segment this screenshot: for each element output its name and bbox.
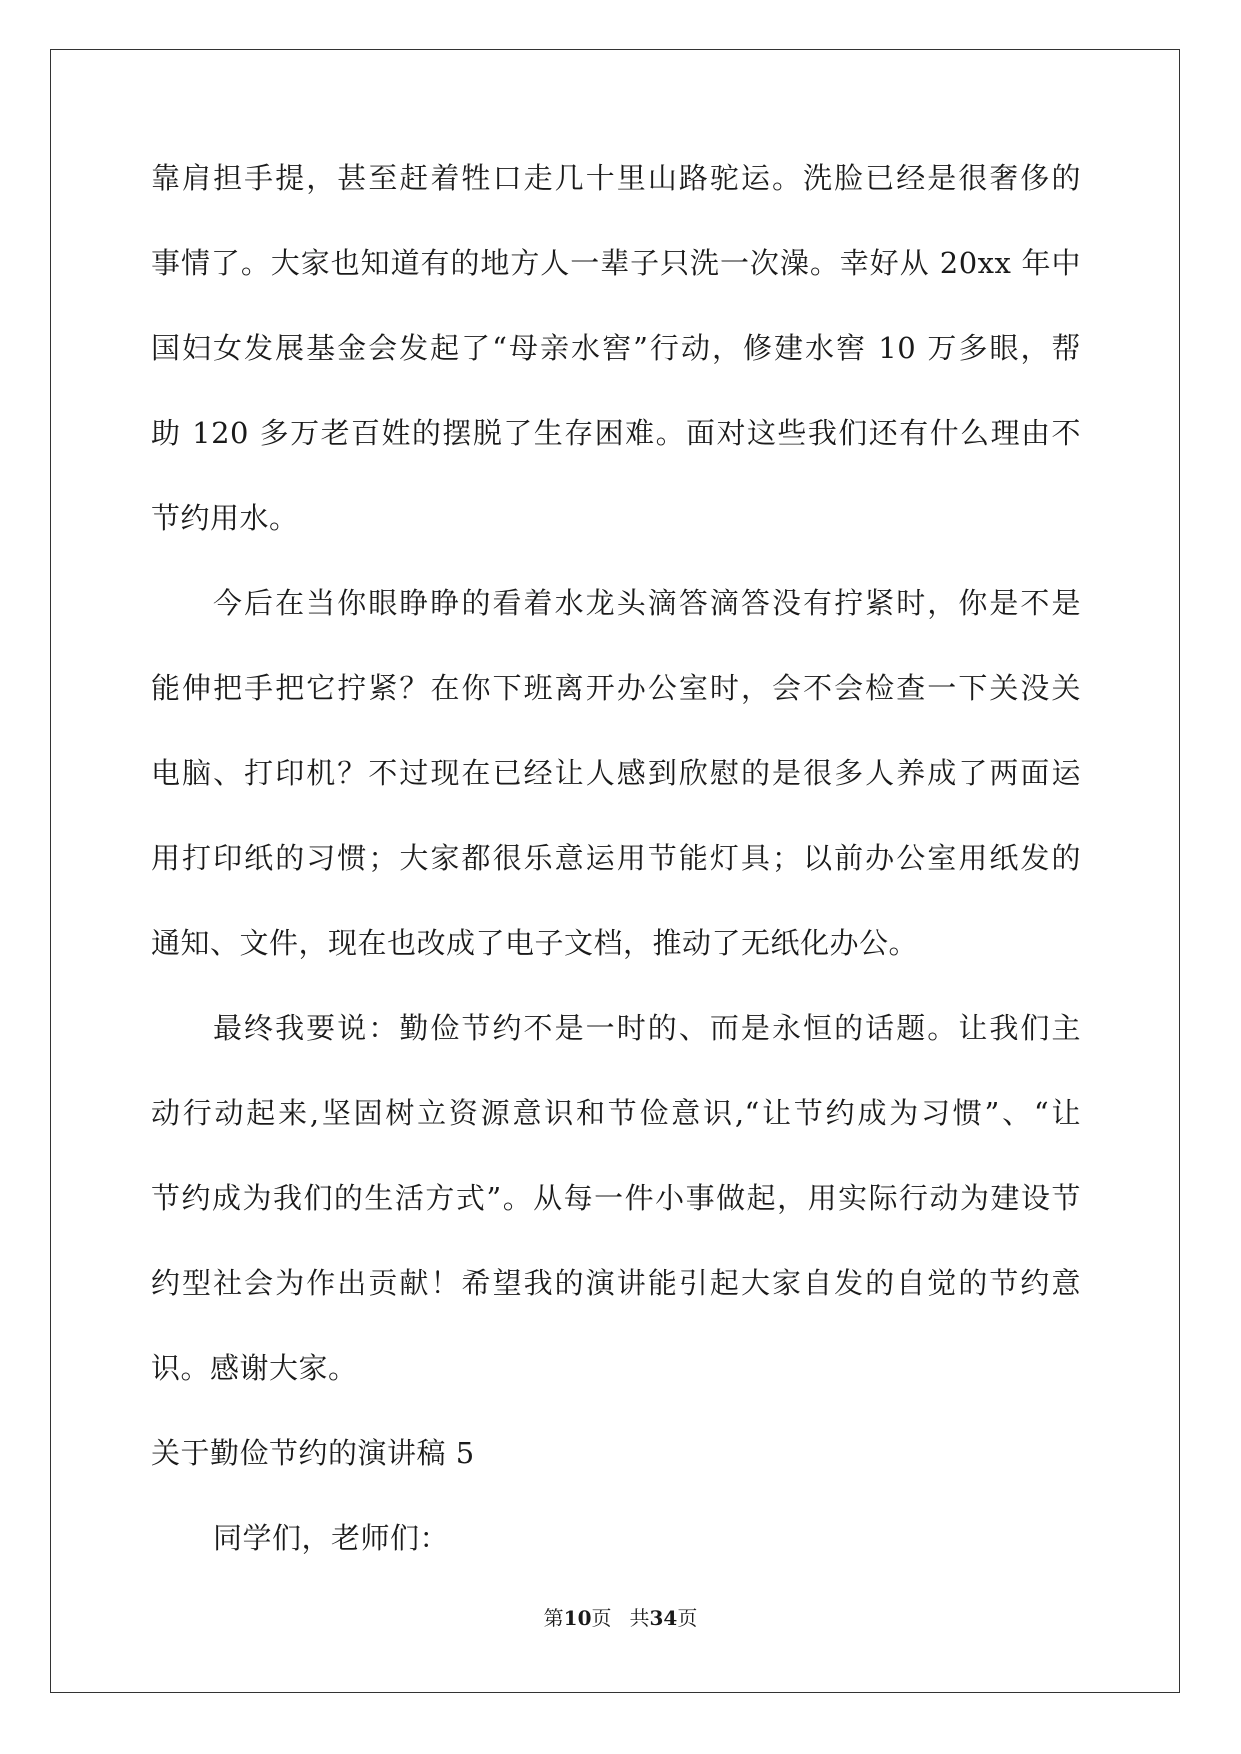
body-line: 今后在当你眼睁睁的看着水龙头滴答滴答没有拧紧时，你是不是 [213, 586, 1081, 620]
footer-total-pages: 34 [649, 1606, 678, 1630]
section-heading: 关于勤俭节约的演讲稿 5 [151, 1436, 475, 1470]
page-footer [0, 1606, 1241, 1630]
document-body [151, 158, 1081, 1603]
body-line: 识。感谢大家。 [151, 1351, 358, 1385]
footer-total-suffix: 页 [677, 1606, 698, 1630]
footer-page-prefix: 第 [543, 1606, 564, 1630]
body-line: 节约成为我们的生活方式”。从每一件小事做起，用实际行动为建设节 [151, 1181, 1081, 1215]
body-line: 电脑、打印机？不过现在已经让人感到欣慰的是很多人养成了两面运 [151, 756, 1081, 790]
body-line: 约型社会为作出贡献！希望我的演讲能引起大家自发的自觉的节约意 [151, 1266, 1081, 1300]
footer-page-number: 10 [563, 1606, 592, 1630]
body-line: 国妇女发展基金会发起了“母亲水窖”行动，修建水窖 10 万多眼，帮 [151, 331, 1081, 365]
body-line: 助 120 多万老百姓的摆脱了生存困难。面对这些我们还有什么理由不 [151, 416, 1081, 450]
salutation: 同学们，老师们： [213, 1521, 450, 1555]
body-line: 用打印纸的习惯；大家都很乐意运用节能灯具；以前办公室用纸发的 [151, 841, 1081, 875]
body-line: 靠肩担手提，甚至赶着牲口走几十里山路驼运。洗脸已经是很奢侈的 [151, 161, 1081, 195]
body-line: 事情了。大家也知道有的地方人一辈子只洗一次澡。幸好从 20xx 年中 [151, 246, 1081, 280]
footer-page-mid: 页 [591, 1606, 612, 1630]
body-line: 节约用水。 [151, 501, 299, 535]
body-line: 能伸把手把它拧紧？在你下班离开办公室时，会不会检查一下关没关 [151, 671, 1081, 705]
body-line: 通知、文件，现在也改成了电子文档，推动了无纸化办公。 [151, 926, 919, 960]
body-line: 最终我要说：勤俭节约不是一时的、而是永恒的话题。让我们主 [213, 1011, 1081, 1045]
footer-total-prefix: 共 [629, 1606, 650, 1630]
body-line: 动行动起来,坚固树立资源意识和节俭意识,“让节约成为习惯”、“让 [151, 1096, 1081, 1130]
